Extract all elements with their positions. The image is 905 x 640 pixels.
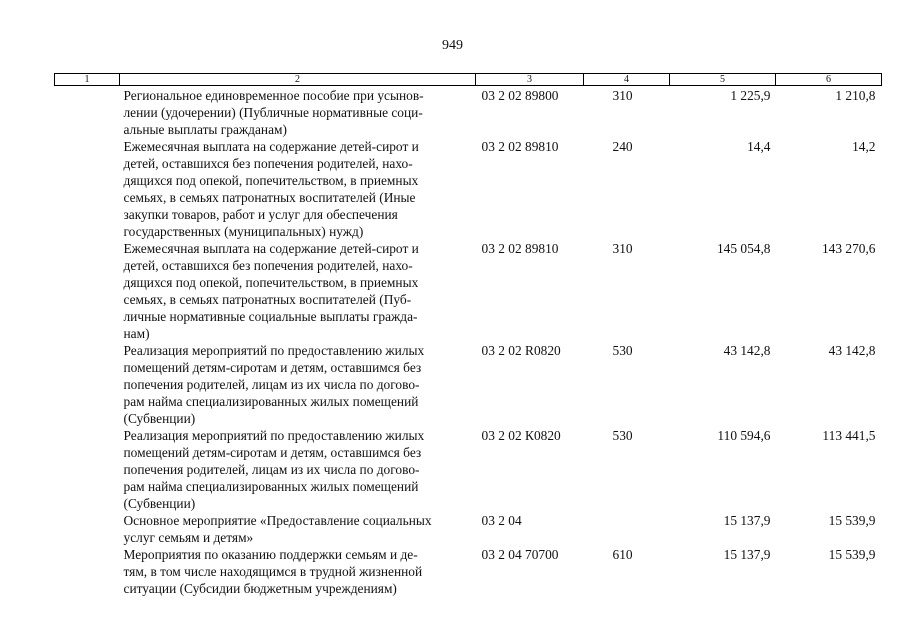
header-col-3: 3	[476, 74, 584, 86]
row-expense-type-cell: 240	[612, 139, 633, 154]
row-name-line: попечения родителей, лицам из их числа по догово-	[123, 377, 420, 392]
row-name-cell	[120, 86, 476, 139]
table-row	[55, 512, 882, 546]
row-name-line: Реализация мероприятий по предоставлению жилых	[123, 428, 425, 443]
row-name-cell	[120, 240, 476, 342]
table-row	[55, 546, 882, 597]
row-name-cell	[120, 342, 476, 427]
row-name-line: дящихся под опекой, попечительством, в приемных	[123, 275, 419, 290]
header-col-6: 6	[776, 74, 882, 86]
row-sum-year2-cell: 43 142,8	[828, 343, 876, 358]
row-number-cell	[55, 138, 120, 240]
row-name-line: дящихся под опекой, попечительством, в приемных	[123, 173, 419, 188]
row-expense-type-cell	[584, 512, 670, 546]
table-row	[55, 342, 882, 427]
row-sum-year2-cell: 15 539,9	[828, 547, 876, 562]
table-row	[55, 86, 882, 139]
row-name-line: Ежемесячная выплата на содержание детей-сирот и	[123, 241, 419, 256]
row-name-line: тям, в том числе находящимся в трудной жизненной	[123, 564, 423, 579]
row-number-cell	[55, 427, 120, 512]
row-name-line: личные нормативные социальные выплаты граждa-	[123, 309, 418, 324]
row-name-line: Мероприятия по оказанию поддержки семьям и де-	[123, 547, 418, 562]
row-name-line: альные выплаты гражданам)	[123, 122, 287, 137]
row-expense-type-cell: 310	[612, 88, 633, 103]
row-sum-year1-cell: 145 054,8	[716, 241, 771, 256]
row-number-cell	[55, 342, 120, 427]
row-name-line: попечения родителей, лицам из их числа по догово-	[123, 462, 420, 477]
row-name-line: Ежемесячная выплата на содержание детей-сирот и	[123, 139, 419, 154]
row-code-cell: 03 2 02 89800	[481, 88, 559, 103]
row-number-cell	[55, 240, 120, 342]
row-name-line: детей, оставшихся без попечения родителей, нахо-	[123, 156, 413, 171]
table-header-row	[55, 74, 882, 86]
row-code-cell: 03 2 04	[481, 513, 522, 528]
row-name-line: помещений детям-сиротам и детям, оставшимся без	[123, 445, 422, 460]
row-name-line: лении (удочерении) (Публичные нормативные соци-	[123, 105, 423, 120]
row-name-line: ситуации (Субсидии бюджетным учреждениям)	[123, 581, 397, 596]
row-name-line: Основное мероприятие «Предоставление социальных	[123, 513, 432, 528]
row-sum-year1-cell: 15 137,9	[723, 547, 771, 562]
row-name-line: семьях, в семьях патронатных воспитателей (Пуб-	[123, 292, 412, 307]
row-sum-year1-cell: 15 137,9	[723, 513, 771, 528]
row-name-line: Реализация мероприятий по предоставлению жилых	[123, 343, 425, 358]
table-row	[55, 138, 882, 240]
header-col-4: 4	[584, 74, 670, 86]
row-sum-year1-cell: 14,4	[747, 139, 771, 154]
row-code-cell: 03 2 02 К0820	[481, 428, 561, 443]
row-sum-year1-cell: 43 142,8	[723, 343, 771, 358]
budget-table	[54, 73, 882, 597]
row-expense-type-cell: 610	[612, 547, 633, 562]
row-name-cell	[120, 546, 476, 597]
table-body	[55, 86, 882, 598]
row-sum-year1-cell: 1 225,9	[730, 88, 771, 103]
row-name-cell	[120, 138, 476, 240]
row-name-line: нам)	[123, 326, 150, 341]
page-number: 949	[442, 38, 463, 53]
row-number-cell	[55, 86, 120, 139]
row-name-cell	[120, 512, 476, 546]
table-row	[55, 427, 882, 512]
row-expense-type-cell: 530	[612, 343, 633, 358]
row-code-cell: 03 2 02 R0820	[481, 343, 561, 358]
row-name-line: (Субвенции)	[123, 496, 196, 511]
row-code-cell: 03 2 04 70700	[481, 547, 559, 562]
header-col-1: 1	[55, 74, 120, 86]
row-expense-type-cell: 310	[612, 241, 633, 256]
row-code-cell: 03 2 02 89810	[481, 241, 559, 256]
row-name-line: рам найма специализированных жилых помещений	[123, 394, 419, 409]
row-name-line: детей, оставшихся без попечения родителей, нахо-	[123, 258, 413, 273]
row-code-cell: 03 2 02 89810	[481, 139, 559, 154]
table-row	[55, 240, 882, 342]
row-name-line: помещений детям-сиротам и детям, оставшимся без	[123, 360, 422, 375]
row-name-line: закупки товаров, работ и услуг для обеспечения	[123, 207, 398, 222]
row-number-cell	[55, 546, 120, 597]
header-col-2: 2	[120, 74, 476, 86]
row-sum-year2-cell: 15 539,9	[828, 513, 876, 528]
row-name-line: государственных (муниципальных) нужд)	[123, 224, 364, 239]
header-col-5: 5	[670, 74, 776, 86]
row-expense-type-cell: 530	[612, 428, 633, 443]
row-name-line: Региональное единовременное пособие при усынов-	[123, 88, 424, 103]
row-number-cell	[55, 512, 120, 546]
row-sum-year1-cell: 110 594,6	[717, 428, 771, 443]
row-name-cell	[120, 427, 476, 512]
row-name-line: рам найма специализированных жилых помещений	[123, 479, 419, 494]
row-sum-year2-cell: 143 270,6	[821, 241, 876, 256]
row-sum-year2-cell: 113 441,5	[822, 428, 876, 443]
row-sum-year2-cell: 1 210,8	[835, 88, 876, 103]
row-sum-year2-cell: 14,2	[852, 139, 876, 154]
row-name-line: услуг семьям и детям»	[123, 530, 254, 545]
row-name-line: семьях, в семьях патронатных воспитателей (Иные	[123, 190, 416, 205]
row-name-line: (Субвенции)	[123, 411, 196, 426]
